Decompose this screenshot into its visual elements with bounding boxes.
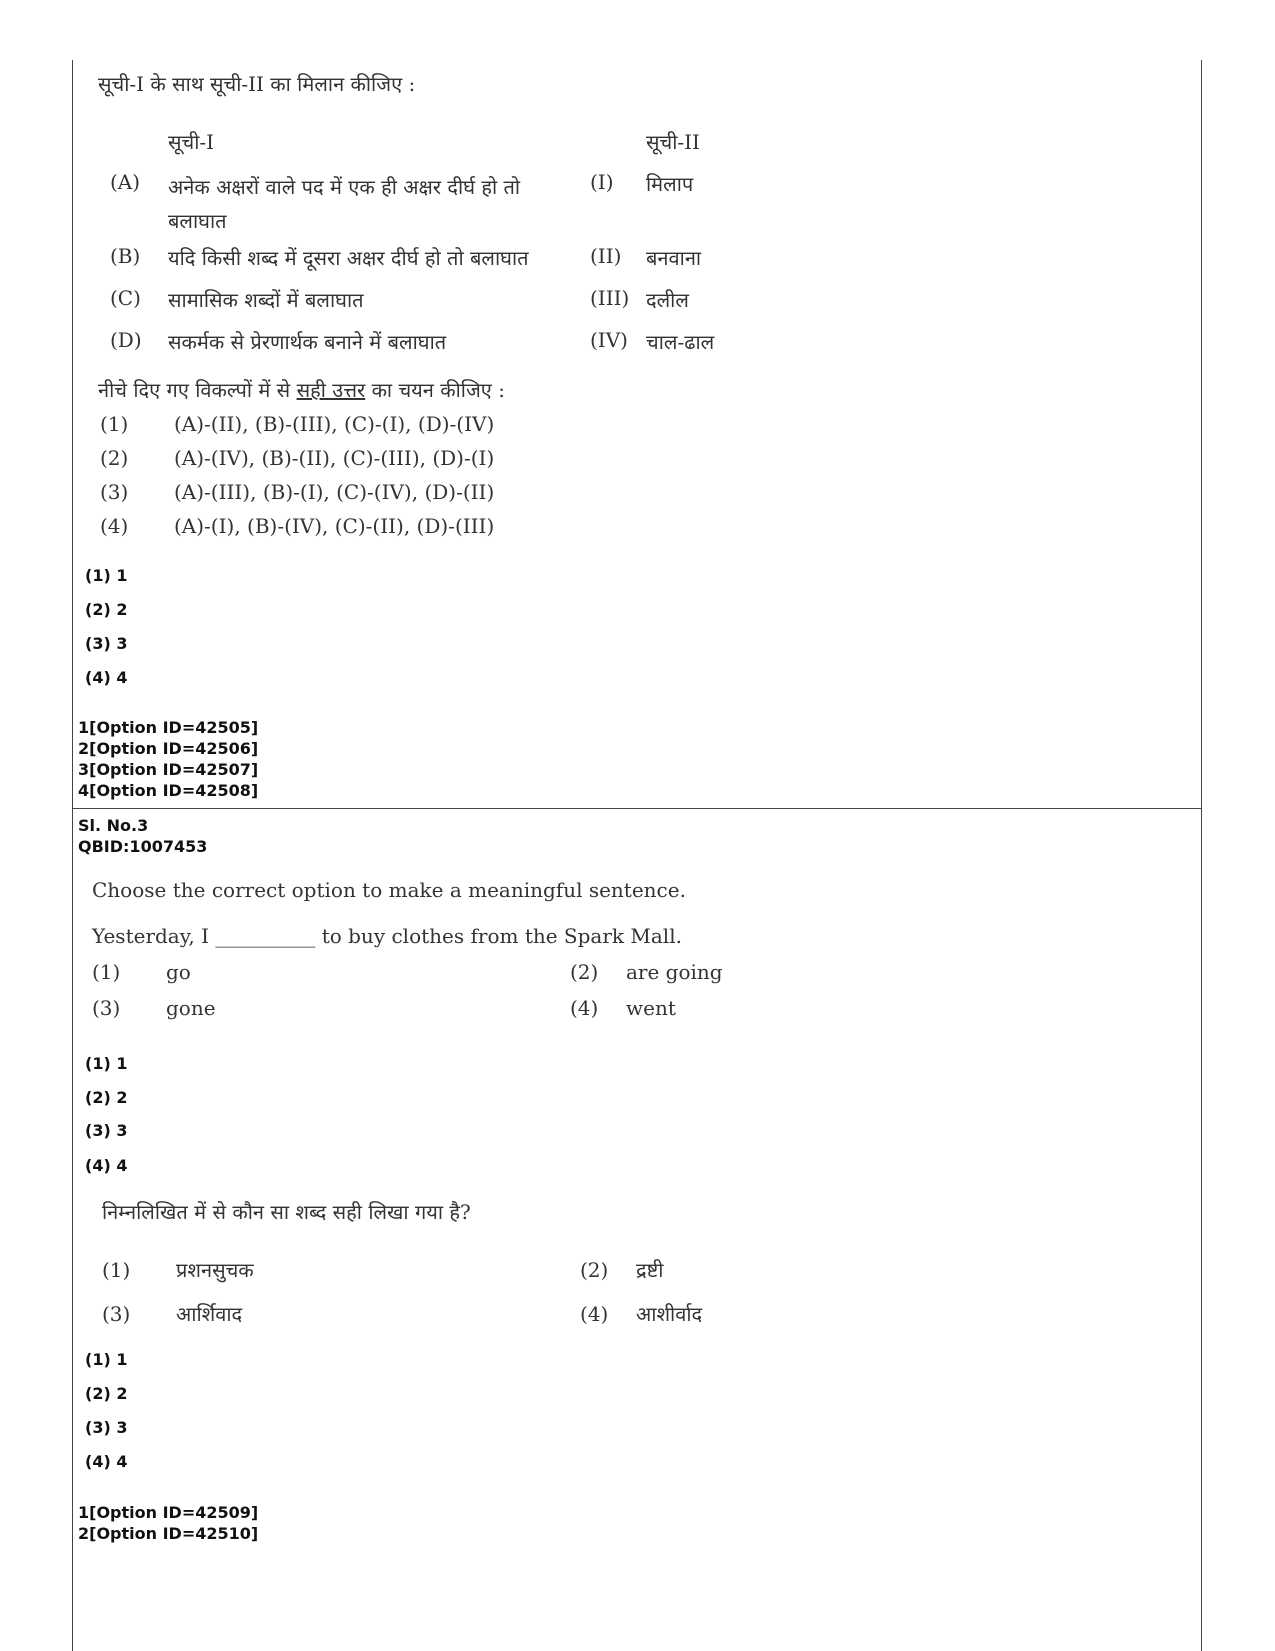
- row-ii-text: बनवाना: [646, 246, 702, 270]
- hi-answer-option-1: (1) 1: [85, 1350, 128, 1369]
- en-choice-3: (3) gone: [92, 996, 216, 1020]
- row-d-text: सकर्मक से प्रेरणार्थक बनाने में बलाघात: [168, 330, 447, 354]
- qbid: QBID:1007453: [78, 837, 208, 856]
- option-id-5: 1[Option ID=42509]: [78, 1503, 259, 1522]
- choice-3: (3) (A)-(III), (B)-(I), (C)-(IV), (D)-(II): [100, 480, 495, 504]
- row-d-label: (D): [110, 328, 142, 352]
- row-ii-label: (II): [590, 244, 622, 268]
- row-a-label: (A): [110, 170, 141, 194]
- en-choice-2: (2) are going: [570, 960, 723, 984]
- row-i-text: मिलाप: [646, 172, 694, 196]
- hi-answer-option-3: (3) 3: [85, 1418, 128, 1437]
- choice-1: (1) (A)-(II), (B)-(III), (C)-(I), (D)-(IV): [100, 412, 495, 436]
- answer-option-1: (1) 1: [85, 566, 128, 585]
- list1-header: सूची-I: [168, 130, 215, 154]
- en-answer-option-3: (3) 3: [85, 1121, 128, 1140]
- choose-instruction: नीचे दिए गए विकल्पों में से सही उत्तर का चयन कीजिए :: [98, 378, 505, 402]
- hi-answer-option-2: (2) 2: [85, 1384, 128, 1403]
- match-instruction: सूची-I के साथ सूची-II का मिलान कीजिए :: [98, 72, 416, 96]
- question-divider: [72, 808, 1202, 809]
- en-choice-4: (4) went: [570, 996, 676, 1020]
- row-i-label: (I): [590, 170, 614, 194]
- hi-choice-2: (2) द्रष्टी: [580, 1258, 664, 1282]
- hi-choice-3: (3) आर्शिवाद: [102, 1302, 243, 1326]
- sl-no: Sl. No.3: [78, 816, 149, 835]
- row-b-text: यदि किसी शब्द में दूसरा अक्षर दीर्घ हो तो बलाघात: [168, 246, 529, 270]
- answer-option-2: (2) 2: [85, 600, 128, 619]
- answer-option-3: (3) 3: [85, 634, 128, 653]
- row-iv-label: (IV): [590, 328, 628, 352]
- option-id-4: 4[Option ID=42508]: [78, 781, 259, 800]
- row-b-label: (B): [110, 244, 141, 268]
- row-iv-text: चाल-ढाल: [646, 330, 715, 354]
- en-choice-1: (1) go: [92, 960, 191, 984]
- row-a-text: अनेक अक्षरों वाले पद में एक ही अक्षर दीर्घ हो तो बलाघात: [168, 175, 521, 233]
- hi-instruction: निम्नलिखित में से कौन सा शब्द सही लिखा गया है?: [102, 1200, 471, 1224]
- left-border: [72, 60, 73, 1651]
- row-iii-label: (III): [590, 286, 630, 310]
- list2-header: सूची-II: [646, 130, 700, 154]
- option-id-2: 2[Option ID=42506]: [78, 739, 259, 758]
- choice-2: (2) (A)-(IV), (B)-(II), (C)-(III), (D)-(I): [100, 446, 495, 470]
- en-sentence: Yesterday, I __________ to buy clothes from the Spark Mall.: [92, 924, 682, 948]
- right-border: [1201, 60, 1202, 1651]
- answer-option-4: (4) 4: [85, 668, 128, 687]
- hi-answer-option-4: (4) 4: [85, 1452, 128, 1471]
- row-c-text: सामासिक शब्दों में बलाघात: [168, 288, 364, 312]
- en-answer-option-1: (1) 1: [85, 1054, 128, 1073]
- option-id-1: 1[Option ID=42505]: [78, 718, 259, 737]
- hi-choice-1: (1) प्रशनसुचक: [102, 1258, 254, 1282]
- en-instruction: Choose the correct option to make a meaningful sentence.: [92, 878, 686, 902]
- row-c-label: (C): [110, 286, 141, 310]
- option-id-3: 3[Option ID=42507]: [78, 760, 259, 779]
- en-answer-option-2: (2) 2: [85, 1088, 128, 1107]
- hi-choice-4: (4) आशीर्वाद: [580, 1302, 703, 1326]
- en-answer-option-4: (4) 4: [85, 1156, 128, 1175]
- choice-4: (4) (A)-(I), (B)-(IV), (C)-(II), (D)-(III): [100, 514, 495, 538]
- option-id-6: 2[Option ID=42510]: [78, 1524, 259, 1543]
- row-iii-text: दलील: [646, 288, 689, 312]
